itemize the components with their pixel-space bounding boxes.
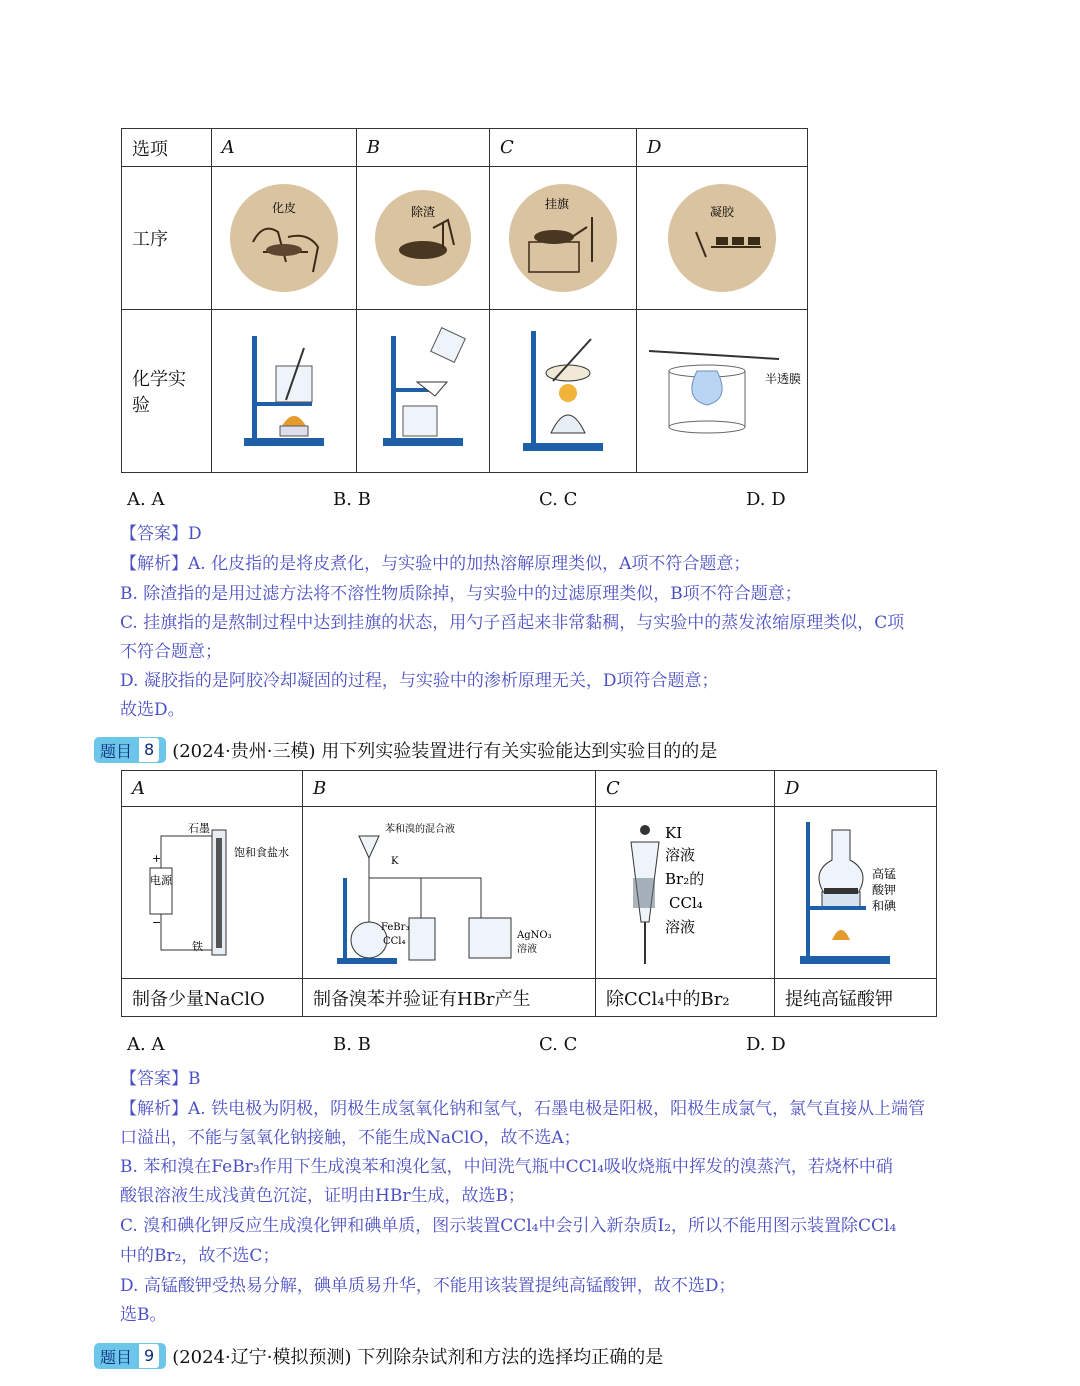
q8-option-b[interactable]: B. B [333, 1034, 371, 1055]
svg-text:AgNO₃: AgNO₃ [517, 929, 552, 941]
q8-caption-d: 提纯高锰酸钾 [775, 979, 937, 1017]
q7-header-d: D [637, 129, 808, 167]
q9-number: 9 [138, 1343, 160, 1369]
q7-analysis-line-3: C. 挂旗指的是熬制过程中达到挂旗的状态，用勺子舀起来非常黏稠，与实验中的蒸发浓缩原理类似，C项 [120, 613, 905, 633]
process-disc-d [666, 182, 778, 294]
q7-analysis-line-4: 不符合题意； [120, 642, 222, 662]
q7-row-experiment: 化学实验 [122, 310, 212, 473]
svg-text:凝胶: 凝胶 [709, 205, 735, 219]
svg-text:高锰: 高锰 [871, 866, 896, 881]
svg-text:−: − [152, 915, 162, 929]
q7-experiment-c [490, 310, 637, 473]
q7-process-a [211, 167, 356, 310]
q7-analysis-line-1: 【解析】A. 化皮指的是将皮煮化，与实验中的加热溶解原理类似，A项不符合题意； [120, 554, 751, 574]
svg-text:和碘: 和碘 [871, 898, 896, 913]
svg-text:CCl₄: CCl₄ [669, 893, 703, 912]
q7-option-d[interactable]: D. D [746, 489, 786, 510]
process-disc-c [507, 182, 619, 294]
svg-text:溶液: 溶液 [665, 845, 696, 864]
q8-header-a: A [122, 771, 303, 807]
q7-process-d [637, 167, 808, 310]
svg-text:饱和食盐水: 饱和食盐水 [234, 845, 289, 859]
q8-caption-a: 制备少量NaClO [122, 979, 303, 1017]
svg-text:挂旗: 挂旗 [544, 197, 570, 211]
q8-apparatus-a [122, 807, 303, 979]
q9-text: (2024·辽宁·模拟预测) 下列除杂试剂和方法的选择均正确的是 [172, 1347, 664, 1368]
q8-analysis-line-1: 【解析】A. 铁电极为阴极，阴极生成氢氧化钠和氢气，石墨电极是阳极，阳极生成氯气，氯气直接从上端管 [120, 1099, 926, 1119]
q8-analysis-line-3: B. 苯和溴在FeBr₃作用下生成溴苯和溴化氢，中间洗气瓶中CCl₄吸收烧瓶中挥发的溴蒸汽，若烧杯中硝 [120, 1157, 893, 1177]
semipermeable-label: 半透膜 [765, 372, 802, 386]
svg-text:铁: 铁 [192, 939, 203, 953]
q7-analysis-line-5: D. 凝胶指的是阿胶冷却凝固的过程，与实验中的渗析原理无关，D项符合题意； [120, 671, 719, 691]
q7-experiment-d [637, 310, 808, 473]
q8-analysis-line-7: D. 高锰酸钾受热易分解，碘单质易升华，不能用该装置提纯高锰酸钾，故不选D； [120, 1276, 736, 1296]
svg-text:溶液: 溶液 [517, 943, 537, 955]
separatory-funnel [625, 818, 745, 968]
q7-process-b [356, 167, 489, 310]
q8-analysis-line-8: 选B。 [120, 1305, 167, 1325]
electrolysis-apparatus [142, 818, 289, 968]
q7-row-process: 工序 [122, 167, 212, 310]
q8-text: (2024·贵州·三模) 用下列实验装置进行有关实验能达到实验目的的是 [172, 741, 718, 762]
q9-heading [94, 1343, 663, 1369]
q8-badge: 题目 8 [94, 737, 166, 763]
q7-answer: 【答案】D [120, 524, 202, 544]
q7-experiment-a [211, 310, 356, 473]
q8-option-c[interactable]: C. C [539, 1034, 578, 1055]
q8-analysis-line-2: 口溢出，不能与氢氧化钠接触，不能生成NaClO，故不选A； [120, 1128, 581, 1148]
q7-header-option: 选项 [122, 129, 212, 167]
svg-text:电源: 电源 [150, 873, 172, 887]
q8-header-b: B [303, 771, 596, 807]
svg-text:苯和溴的混合液: 苯和溴的混合液 [385, 823, 455, 835]
q8-answer: 【答案】B [120, 1069, 201, 1089]
q7-option-c[interactable]: C. C [539, 489, 578, 510]
q7-process-c [490, 167, 637, 310]
svg-text:FeBr₃: FeBr₃ [381, 921, 410, 933]
q7-option-a[interactable]: A. A [127, 489, 165, 510]
q8-number: 8 [138, 737, 160, 763]
evaporation-apparatus [513, 321, 613, 461]
svg-text:CCl₄: CCl₄ [383, 935, 406, 947]
svg-text:石墨: 石墨 [188, 821, 210, 835]
process-disc-b [373, 188, 473, 288]
q7-experiment-b [356, 310, 489, 473]
q8-analysis-line-4: 酸银溶液生成浅黄色沉淀，证明由HBr生成，故选B； [120, 1186, 525, 1206]
q8-apparatus-d [775, 807, 937, 979]
q7-table [121, 128, 808, 473]
svg-text:除渣: 除渣 [410, 205, 435, 219]
q8-table [121, 770, 937, 1017]
q7-header-b: B [356, 129, 489, 167]
svg-text:KI: KI [665, 823, 683, 842]
q8-apparatus-b [303, 807, 596, 979]
svg-text:+: + [152, 851, 162, 865]
dialysis-apparatus [647, 341, 802, 441]
q8-option-d[interactable]: D. D [746, 1034, 786, 1055]
q8-apparatus-c [596, 807, 775, 979]
q8-header-c: C [596, 771, 775, 807]
q8-analysis-line-5: C. 溴和碘化钾反应生成溴化钾和碘单质，图示装置CCl₄中会引入新杂质I₂，所以不能用图示装置除CCl₄ [120, 1216, 897, 1236]
q8-heading [94, 737, 717, 763]
filtration-apparatus [373, 326, 473, 456]
svg-text:酸钾: 酸钾 [871, 882, 896, 897]
sublimation-apparatus [796, 818, 916, 968]
q7-header-c: C [490, 129, 637, 167]
q7-header-a: A [211, 129, 356, 167]
q7-option-b[interactable]: B. B [333, 489, 371, 510]
q7-analysis-line-6: 故选D。 [120, 700, 185, 720]
svg-text:溶液: 溶液 [665, 917, 696, 936]
q8-caption-b: 制备溴苯并验证有HBr产生 [303, 979, 596, 1017]
process-disc-a [228, 182, 340, 294]
q7-analysis-line-2: B. 除渣指的是用过滤方法将不溶性物质除掉，与实验中的过滤原理类似，B项不符合题意； [120, 584, 802, 604]
q8-caption-c: 除CCl₄中的Br₂ [596, 979, 775, 1017]
q8-analysis-line-6: 中的Br₂，故不选C； [120, 1246, 280, 1266]
heating-dissolve-apparatus [234, 326, 334, 456]
svg-text:Br₂的: Br₂的 [665, 869, 705, 888]
svg-text:化皮: 化皮 [271, 201, 296, 215]
bromobenzene-apparatus [329, 818, 569, 968]
q8-header-d: D [775, 771, 937, 807]
q8-option-a[interactable]: A. A [127, 1034, 165, 1055]
q9-badge: 题目 9 [94, 1343, 166, 1369]
svg-text:K: K [391, 855, 399, 867]
